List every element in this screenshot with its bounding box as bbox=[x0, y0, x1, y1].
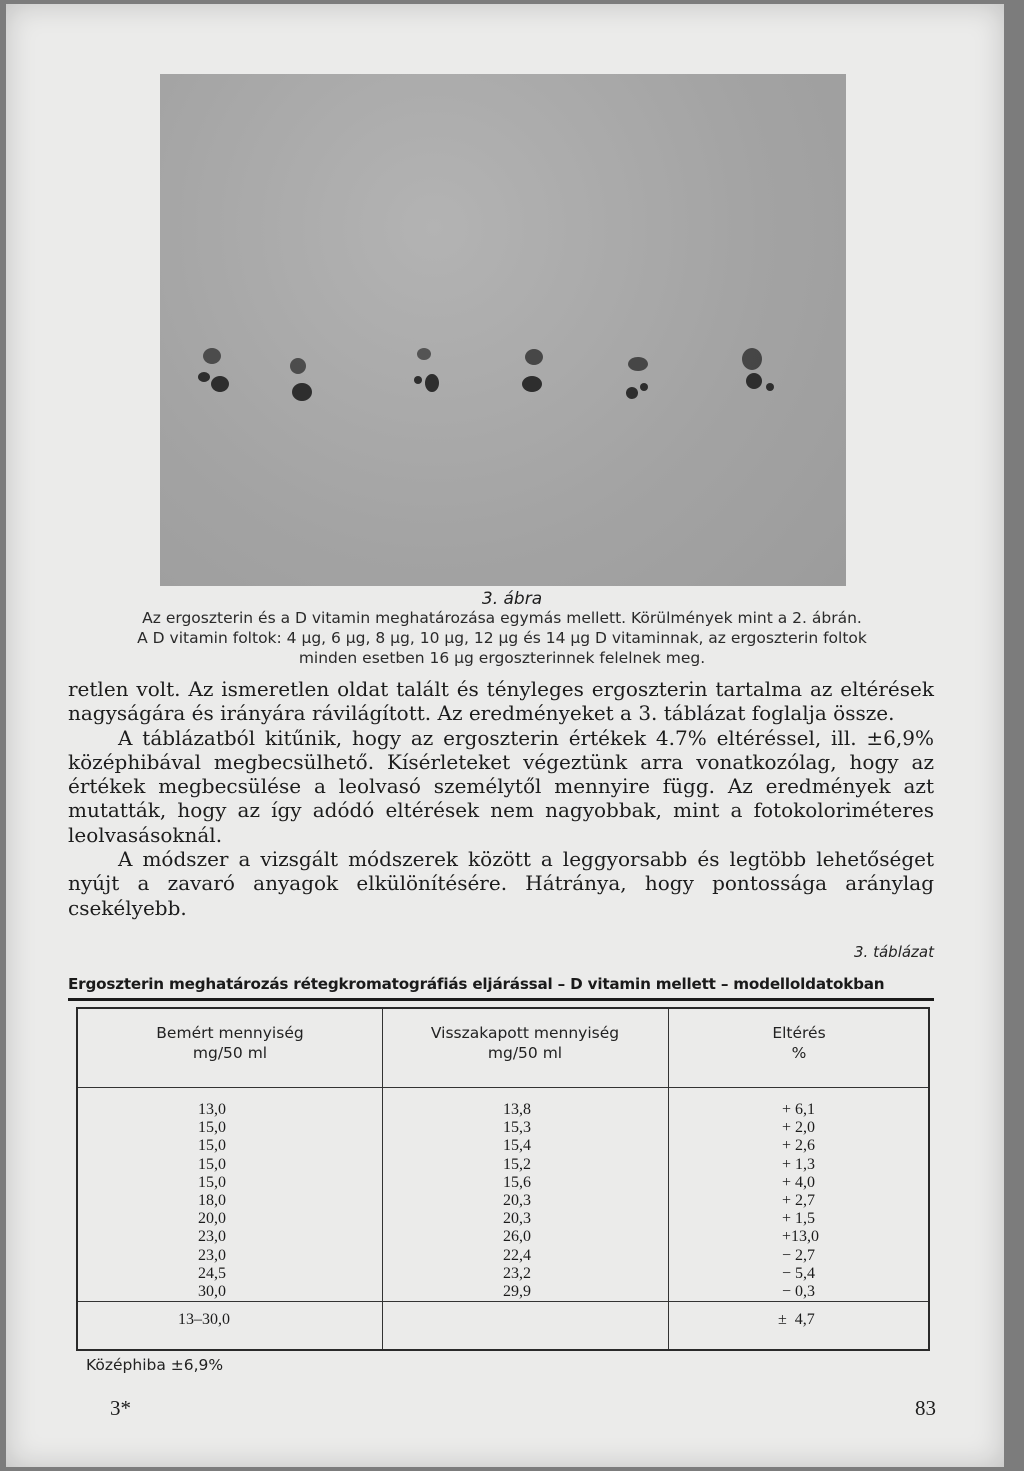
table-cell: 15,6 bbox=[503, 1173, 531, 1191]
table-cell: 13,0 bbox=[198, 1101, 226, 1118]
chromatogram-spots bbox=[160, 74, 846, 586]
page-number: 83 bbox=[915, 1396, 936, 1420]
header-elteres: Eltérés % bbox=[772, 1024, 826, 1062]
spot-pair-2 bbox=[290, 358, 312, 401]
standard-error-note: Középhiba ±6,9% bbox=[86, 1356, 224, 1374]
table-cell: 15,0 bbox=[198, 1155, 226, 1173]
table-cell: 22,4 bbox=[503, 1246, 531, 1264]
table-cell: 30,0 bbox=[198, 1283, 226, 1301]
table-cell: 23,0 bbox=[198, 1228, 226, 1246]
caption-line: A D vitamin foltok: 4 μg, 6 μg, 8 μg, 10 μg, 12 μg és 14 μg D vitaminnak, az ergoszterin foltok bbox=[137, 629, 867, 647]
figure-label: 3. ábra bbox=[481, 589, 543, 609]
table-cell: 23,0 bbox=[198, 1246, 226, 1264]
table-number: 3. táblázat bbox=[854, 943, 934, 961]
table-cell: − 0,3 bbox=[782, 1283, 816, 1301]
table-cell: 20,3 bbox=[503, 1192, 531, 1210]
total-range: 13–30,0 bbox=[178, 1311, 230, 1328]
column-bemert bbox=[198, 1101, 226, 1301]
table-title: Ergoszterin meghatározás rétegkromatográfiás eljárással – D vitamin mellett – modelloldatokban bbox=[68, 975, 885, 993]
signature-mark: 3* bbox=[110, 1396, 131, 1420]
table-cell: 15,0 bbox=[198, 1137, 226, 1155]
table-cell: 15,0 bbox=[198, 1119, 226, 1137]
header-divider bbox=[78, 1087, 928, 1088]
table-cell: + 1,3 bbox=[782, 1155, 816, 1173]
table-cell: + 1,5 bbox=[782, 1210, 816, 1228]
table-cell: +13,0 bbox=[782, 1228, 820, 1246]
table-cell: + 2,0 bbox=[782, 1119, 816, 1137]
table-cell: + 6,1 bbox=[782, 1101, 816, 1118]
header-bemert: Bemért mennyiség mg/50 ml bbox=[156, 1024, 304, 1062]
table-cell: 15,3 bbox=[503, 1119, 531, 1137]
table-cell: 23,2 bbox=[503, 1264, 531, 1282]
table-cell: 15,2 bbox=[503, 1155, 531, 1173]
table-cell: 15,0 bbox=[198, 1173, 226, 1191]
results-table bbox=[76, 1007, 930, 1351]
column-elteres bbox=[782, 1101, 819, 1301]
spot-pair-1 bbox=[198, 348, 229, 392]
table-cell: 18,0 bbox=[198, 1192, 226, 1210]
chromatogram-photo bbox=[160, 74, 846, 586]
table-cell: − 2,7 bbox=[782, 1246, 816, 1264]
spot-pair-4 bbox=[522, 349, 543, 392]
total-deviation: ± 4,7 bbox=[778, 1311, 815, 1328]
table-cell: 13,8 bbox=[503, 1101, 531, 1118]
table-cell: 24,5 bbox=[198, 1264, 226, 1282]
header-visszakapott: Visszakapott mennyiség mg/50 ml bbox=[430, 1024, 620, 1062]
table-cell: + 2,6 bbox=[782, 1137, 816, 1155]
table-cell: − 5,4 bbox=[782, 1264, 816, 1282]
paragraph: A módszer a vizsgált módszerek között a leggyorsabb és legtöbb lehetőséget nyújt a zavaró anyagok elkülönítésére. Hátránya, hogy pontossága aránylag csekélyebb. bbox=[68, 847, 934, 920]
spot-pair-3 bbox=[414, 348, 439, 392]
column-visszakapott bbox=[503, 1101, 531, 1301]
paragraph: retlen volt. Az ismeretlen oldat talált és tényleges ergoszterin tartalma az eltérések nagyságára és irányára rávilágított. Az eredményeket a 3. táblázat foglalja össze. bbox=[68, 677, 934, 726]
spot-pair-6 bbox=[742, 348, 774, 391]
body-text bbox=[68, 677, 934, 920]
table-cell: 29,9 bbox=[503, 1283, 531, 1301]
table-cell: 15,4 bbox=[503, 1137, 531, 1155]
table-cell: + 2,7 bbox=[782, 1192, 816, 1210]
caption-line: Az ergoszterin és a D vitamin meghatározása egymás mellett. Körülmények mint a 2. ábrán. bbox=[142, 609, 862, 627]
caption-line: minden esetben 16 μg ergoszterinnek felelnek meg. bbox=[298, 649, 706, 667]
table-cell: 20,3 bbox=[503, 1210, 531, 1228]
table-top-rule bbox=[68, 998, 934, 1001]
table-cell: 20,0 bbox=[198, 1210, 226, 1228]
table-cell: + 4,0 bbox=[782, 1173, 816, 1191]
paragraph: A táblázatból kitűnik, hogy az ergoszterin értékek 4.7% eltéréssel, ill. ±6,9% középhibával megbecsülhető. Kísérleteket végeztünk arra vonatkozólag, hogy az értékek megbecsülése a leolvasó személytől mennyire függ. Az eredmények azt mutatták, hogy az így adódó eltérések nem nagyobbak, mint a fotokoloriméteres leolvasásoknál. bbox=[68, 725, 934, 847]
table-cell: 26,0 bbox=[503, 1228, 531, 1246]
spot-pair-5 bbox=[626, 357, 648, 399]
figure-caption bbox=[68, 608, 936, 668]
